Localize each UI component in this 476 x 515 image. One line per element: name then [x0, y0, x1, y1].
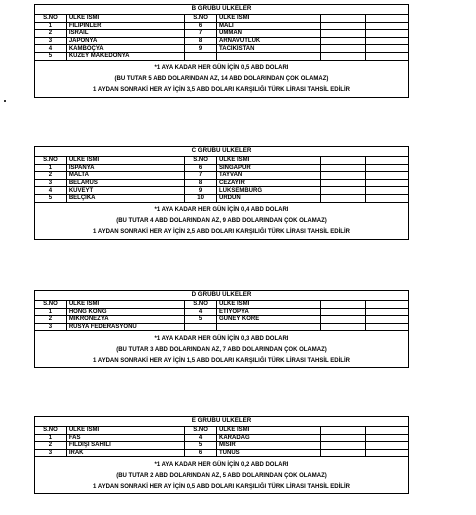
row-number: 9 [185, 187, 217, 194]
country-name: MALTA [67, 172, 185, 179]
empty-cell [366, 427, 408, 434]
table-row [35, 23, 408, 31]
empty-cell [321, 157, 366, 164]
row-number: 5 [185, 316, 217, 323]
empty-cell [321, 309, 366, 316]
header-row [35, 157, 408, 165]
country-name: HONG KONG [67, 309, 185, 316]
row-number [185, 324, 217, 331]
header-sno: S.NO [185, 157, 217, 164]
table-row [35, 435, 408, 443]
group-title: D GRUBU ÜLKELER [35, 291, 408, 301]
header-sno: S.NO [35, 427, 67, 434]
table-row [35, 324, 408, 332]
empty-cell [321, 15, 366, 22]
empty-cell [321, 324, 366, 331]
country-name: GÜNEY KORE [217, 316, 321, 323]
empty-cell [366, 301, 408, 308]
header-row [35, 301, 408, 309]
header-sno: S.NO [35, 157, 67, 164]
country-name: TACİKİSTAN [217, 45, 321, 52]
table-row [35, 38, 408, 46]
country-name: FİLDİŞİ SAHİLİ [67, 442, 185, 449]
country-name: RUSYA FEDERASYONU [67, 324, 185, 331]
empty-cell [366, 157, 408, 164]
row-number: 6 [185, 23, 217, 30]
group-title: C GRUBU ÜLKELER [35, 147, 408, 157]
empty-cell [366, 45, 408, 52]
country-name: İSRAİL [67, 30, 185, 37]
header-sno: S.NO [35, 301, 67, 308]
header-country: ÜLKE İSMİ [67, 157, 185, 164]
country-name: ÜRDÜN [217, 195, 321, 202]
table-row [35, 172, 408, 180]
country-name [217, 53, 321, 60]
table-row [35, 309, 408, 317]
country-name: MİKRONEZYA [67, 316, 185, 323]
row-number: 8 [185, 180, 217, 187]
row-number: 9 [185, 45, 217, 52]
header-country: ÜLKE İSMİ [217, 15, 321, 22]
country-name: KUVEYT [67, 187, 185, 194]
fee-notes [35, 331, 408, 367]
row-number: 3 [35, 324, 67, 331]
empty-cell [366, 30, 408, 37]
table-row [35, 180, 408, 188]
country-name: IRAK [67, 450, 185, 457]
country-name: MISIR [217, 442, 321, 449]
row-number: 10 [185, 195, 217, 202]
fee-note-daily: *1 AYA KADAR HER GÜN İÇİN 0,3 ABD DOLARI [154, 335, 289, 342]
fee-notes [35, 203, 408, 239]
empty-cell [321, 316, 366, 323]
header-country: ÜLKE İSMİ [67, 15, 185, 22]
fee-note-limits: (BU TUTAR 5 ABD DOLARINDAN AZ, 14 ABD DOLARINDAN ÇOK OLAMAZ) [114, 76, 329, 83]
fee-note-limits: (BU TUTAR 4 ABD DOLARINDAN AZ, 9 ABD DOLARINDAN ÇOK OLAMAZ) [116, 218, 327, 225]
country-name: BELARUS [67, 180, 185, 187]
row-number: 4 [35, 187, 67, 194]
empty-cell [321, 53, 366, 60]
row-number: 5 [35, 195, 67, 202]
group-title: E GRUBU ÜLKELER [35, 417, 408, 427]
empty-cell [366, 309, 408, 316]
empty-cell [321, 195, 366, 202]
country-name: KUZEY MAKEDONYA [67, 53, 185, 60]
row-number: 2 [35, 316, 67, 323]
row-number: 2 [35, 172, 67, 179]
country-name: ARNAVUTLUK [217, 38, 321, 45]
empty-cell [321, 45, 366, 52]
empty-cell [321, 187, 366, 194]
table-row [35, 450, 408, 458]
country-name: JAPONYA [67, 38, 185, 45]
empty-cell [321, 301, 366, 308]
country-name: LÜKSEMBURG [217, 187, 321, 194]
row-number: 2 [35, 442, 67, 449]
table-row [35, 53, 408, 61]
row-number: 3 [35, 38, 67, 45]
country-name: ETİYOPYA [217, 309, 321, 316]
table-row [35, 45, 408, 53]
row-number: 1 [35, 309, 67, 316]
empty-cell [366, 180, 408, 187]
table-row [35, 30, 408, 38]
country-name: BELÇİKA [67, 195, 185, 202]
empty-cell [366, 38, 408, 45]
group-title: B GRUBU ÜLKELER [35, 5, 408, 15]
empty-cell [321, 38, 366, 45]
table-row [35, 195, 408, 203]
empty-cell [366, 165, 408, 172]
row-number: 7 [185, 30, 217, 37]
country-name [217, 324, 321, 331]
row-number: 5 [185, 442, 217, 449]
row-number: 4 [185, 435, 217, 442]
empty-cell [366, 23, 408, 30]
empty-cell [366, 15, 408, 22]
empty-cell [321, 30, 366, 37]
header-sno: S.NO [185, 301, 217, 308]
header-sno: S.NO [185, 427, 217, 434]
fee-note-daily: *1 AYA KADAR HER GÜN İÇİN 0,2 ABD DOLARI [154, 461, 289, 468]
row-number: 1 [35, 165, 67, 172]
stray-mark [4, 100, 6, 102]
empty-cell [321, 165, 366, 172]
empty-cell [321, 23, 366, 30]
empty-cell [321, 442, 366, 449]
country-name: SİNGAPUR [217, 165, 321, 172]
country-name: İSPANYA [67, 165, 185, 172]
header-sno: S.NO [185, 15, 217, 22]
row-number: 1 [35, 23, 67, 30]
empty-cell [366, 195, 408, 202]
header-country: ÜLKE İSMİ [217, 157, 321, 164]
row-number: 1 [35, 435, 67, 442]
fee-note-monthly: 1 AYDAN SONRAKİ HER AY İÇİN 3,5 ABD DOLARI KARŞILIĞI TÜRK LİRASI TAHSİL EDİLİR [93, 87, 350, 94]
fee-notes [35, 457, 408, 493]
fee-note-monthly: 1 AYDAN SONRAKİ HER AY İÇİN 0,5 ABD DOLARI KARŞILIĞI TÜRK LİRASI TAHSİL EDİLİR [93, 483, 350, 490]
row-number: 6 [185, 450, 217, 457]
row-number: 4 [185, 309, 217, 316]
table-row [35, 165, 408, 173]
empty-cell [366, 324, 408, 331]
fee-note-limits: (BU TUTAR 3 ABD DOLARINDAN AZ, 7 ABD DOLARINDAN ÇOK OLAMAZ) [116, 346, 327, 353]
row-number: 5 [35, 53, 67, 60]
empty-cell [321, 450, 366, 457]
group-b-table [34, 4, 409, 98]
group-d-table [34, 290, 409, 368]
country-name: KARADAĞ [217, 435, 321, 442]
table-row [35, 442, 408, 450]
row-number: 3 [35, 180, 67, 187]
empty-cell [366, 172, 408, 179]
fee-note-monthly: 1 AYDAN SONRAKİ HER AY İÇİN 2,5 ABD DOLARI KARŞILIĞI TÜRK LİRASI TAHSİL EDİLİR [93, 229, 350, 236]
empty-cell [321, 172, 366, 179]
header-row [35, 427, 408, 435]
empty-cell [321, 435, 366, 442]
empty-cell [366, 435, 408, 442]
empty-cell [366, 316, 408, 323]
row-number: 6 [185, 165, 217, 172]
country-name: TAYVAN [217, 172, 321, 179]
group-c-table [34, 146, 409, 240]
row-number: 7 [185, 172, 217, 179]
country-name: KAMBOÇYA [67, 45, 185, 52]
empty-cell [366, 53, 408, 60]
country-name: FAS [67, 435, 185, 442]
row-number [185, 53, 217, 60]
fee-note-monthly: 1 AYDAN SONRAKİ HER AY İÇİN 1,5 ABD DOLARI KARŞILIĞI TÜRK LİRASI TAHSİL EDİLİR [93, 357, 350, 364]
fee-note-limits: (BU TUTAR 2 ABD DOLARINDAN AZ, 5 ABD DOLARINDAN ÇOK OLAMAZ) [116, 472, 327, 479]
empty-cell [366, 450, 408, 457]
fee-note-daily: *1 AYA KADAR HER GÜN İÇİN 0,5 ABD DOLARI [154, 65, 289, 72]
country-name: CEZAYİR [217, 180, 321, 187]
header-row [35, 15, 408, 23]
table-row [35, 316, 408, 324]
header-country: ÜLKE İSMİ [67, 427, 185, 434]
empty-cell [321, 180, 366, 187]
header-country: ÜLKE İSMİ [67, 301, 185, 308]
row-number: 4 [35, 45, 67, 52]
empty-cell [321, 427, 366, 434]
fee-notes [35, 61, 408, 97]
country-name: MALİ [217, 23, 321, 30]
row-number: 3 [35, 450, 67, 457]
country-name: UMMAN [217, 30, 321, 37]
header-country: ÜLKE İSMİ [217, 427, 321, 434]
row-number: 2 [35, 30, 67, 37]
row-number: 8 [185, 38, 217, 45]
empty-cell [366, 187, 408, 194]
table-row [35, 187, 408, 195]
country-name: TUNUS [217, 450, 321, 457]
group-e-table [34, 416, 409, 494]
empty-cell [366, 442, 408, 449]
fee-note-daily: *1 AYA KADAR HER GÜN İÇİN 0,4 ABD DOLARI [154, 207, 289, 214]
header-country: ÜLKE İSMİ [217, 301, 321, 308]
header-sno: S.NO [35, 15, 67, 22]
country-name: FİLİPİNLER [67, 23, 185, 30]
